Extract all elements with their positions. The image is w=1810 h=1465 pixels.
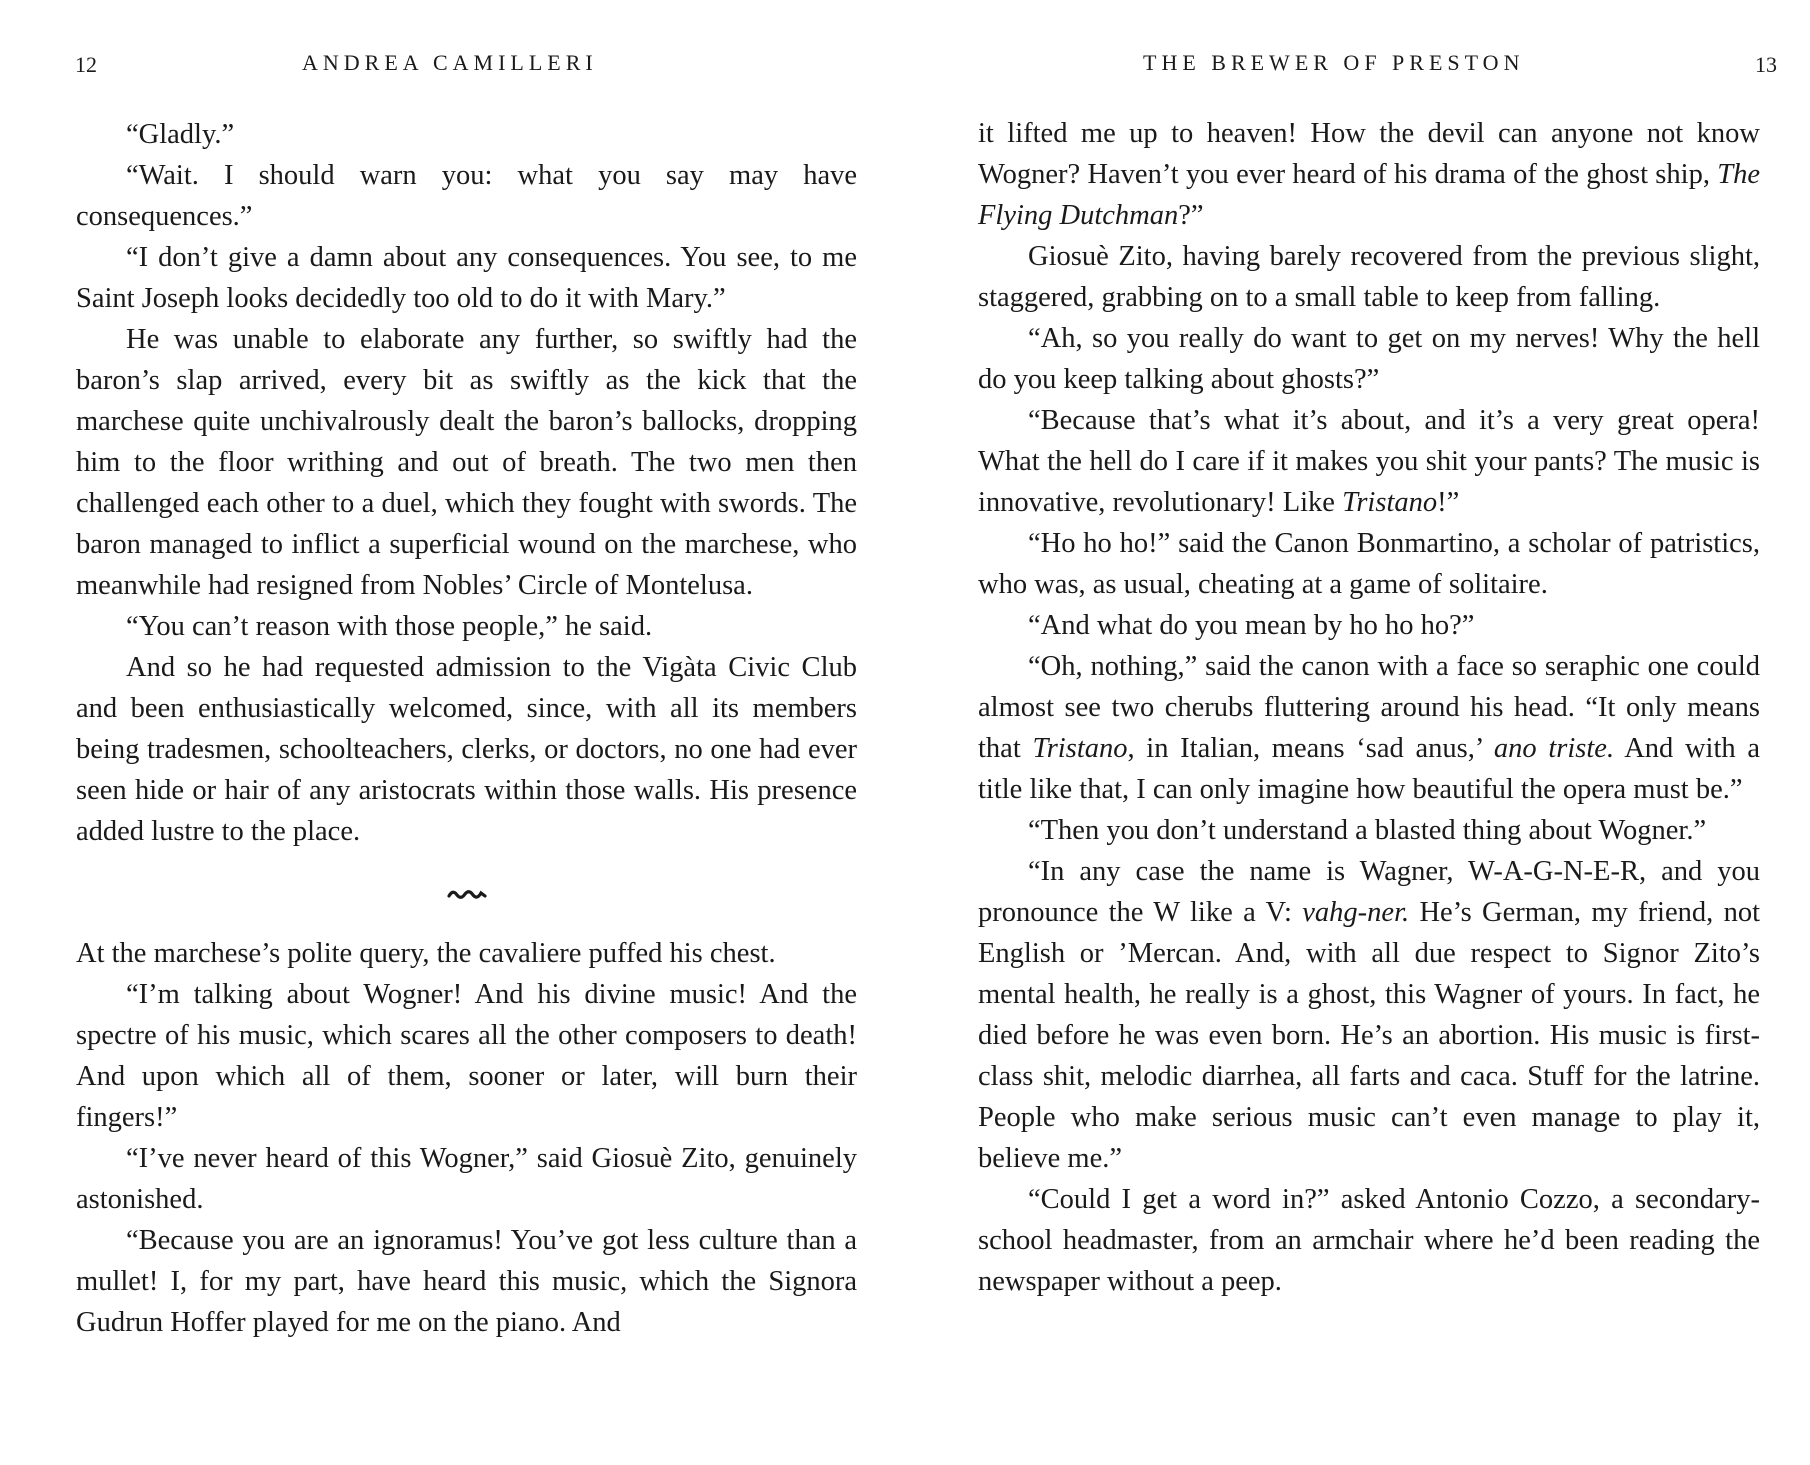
paragraph: “And what do you mean by ho ho ho?” bbox=[1028, 610, 1475, 641]
running-head-author: ANDREA CAMILLERI bbox=[302, 50, 598, 75]
paragraph: “I’m talking about Wogner! And his divine music! And the spectre of his music, which scares all the other composers to death! And upon which all of them, sooner or later, will burn their fingers!” bbox=[76, 979, 857, 1133]
running-head-title: THE BREWER OF PRESTON bbox=[1143, 50, 1525, 75]
paragraph: “I’ve never heard of this Wogner,” said Giosuè Zito, genuinely astonished. bbox=[76, 1143, 857, 1215]
paragraph: “Gladly.” bbox=[126, 119, 235, 150]
paragraph: At the marchese’s polite query, the cavaliere puffed his chest. bbox=[76, 938, 776, 969]
paragraph: “Ho ho ho!” said the Canon Bonmartino, a scholar of patristics, who was, as usual, cheating at a game of solitaire. bbox=[978, 528, 1760, 600]
paragraph: “I don’t give a damn about any consequences. You see, to me Saint Joseph looks decidedly too old to do it with Mary.” bbox=[76, 242, 857, 314]
paragraph: “Oh, nothing,” said the canon with a face so seraphic one could almost see two cherubs fluttering around his head. “It only means that Tristano, in Italian, means ‘sad anus,’ ano triste. And with a title like that, I can only imagine how beautiful the opera must be.” bbox=[978, 651, 1760, 805]
right-text-block bbox=[978, 113, 1760, 1302]
paragraph: “In any case the name is Wagner, W-A-G-N-E-R, and you pronounce the W like a V: vahg-ner. He’s German, my friend, not English or ’Mercan. And, with all due respect to Signor Zito’s mental health, he really is a ghost, this Wagner of yours. In fact, he died before he was even born. He’s an abortion. His music is first-class shit, melodic diarrhea, all farts and caca. Stuff for the latrine. People who make serious music can’t even manage to play it, believe me.” bbox=[978, 856, 1761, 1174]
paragraph: “Then you don’t understand a blasted thing about Wogner.” bbox=[1028, 815, 1707, 846]
right-page bbox=[905, 0, 1810, 1465]
paragraph: “Ah, so you really do want to get on my nerves! Why the hell do you keep talking about ghosts?” bbox=[978, 323, 1760, 395]
paragraph: And so he had requested admission to the Vigàta Civic Club and been enthusiastically welcomed, since, with all its members being tradesmen, schoolteachers, clerks, or doctors, no one had ever seen hide or hair of any aristocrats within those walls. His presence added lustre to the place. bbox=[76, 652, 857, 847]
left-text-block bbox=[76, 114, 857, 1343]
paragraph: He was unable to elaborate any further, so swiftly had the baron’s slap arrived, every bit as swiftly as the kick that the marchese quite unchivalrously dealt the baron’s ballocks, dropping him to the floor writhing and out of breath. The two men then challenged each other to a duel, which they fought with swords. The baron managed to inflict a superficial wound on the marchese, who meanwhile had resigned from Nobles’ Circle of Montelusa. bbox=[76, 324, 857, 601]
paragraph: it lifted me up to heaven! How the devil can anyone not know Wogner? Haven’t you ever heard of his drama of the ghost ship, The Flying Dutchman?” bbox=[978, 118, 1760, 231]
page-number: 13 bbox=[1755, 52, 1777, 77]
paragraph: “Wait. I should warn you: what you say may have consequences.” bbox=[76, 160, 857, 232]
paragraph: “Because you are an ignoramus! You’ve got less culture than a mullet! I, for my part, have heard this music, which the Signora Gudrun Hoffer played for me on the piano. And bbox=[76, 1225, 857, 1338]
paragraph: “Could I get a word in?” asked Antonio Cozzo, a secondary-school headmaster, from an armchair where he’d been reading the newspaper without a peep. bbox=[978, 1184, 1760, 1297]
section-break bbox=[76, 872, 857, 913]
page-number: 12 bbox=[75, 52, 97, 77]
paragraph: “Because that’s what it’s about, and it’s a very great opera! What the hell do I care if it makes you shit your pants? The music is innovative, revolutionary! Like Tristano!” bbox=[978, 405, 1760, 518]
squiggle-ornament-icon bbox=[447, 887, 487, 901]
paragraph: “You can’t reason with those people,” he said. bbox=[126, 611, 653, 642]
paragraph: Giosuè Zito, having barely recovered from the previous slight, staggered, grabbing on to a small table to keep from falling. bbox=[978, 241, 1760, 313]
